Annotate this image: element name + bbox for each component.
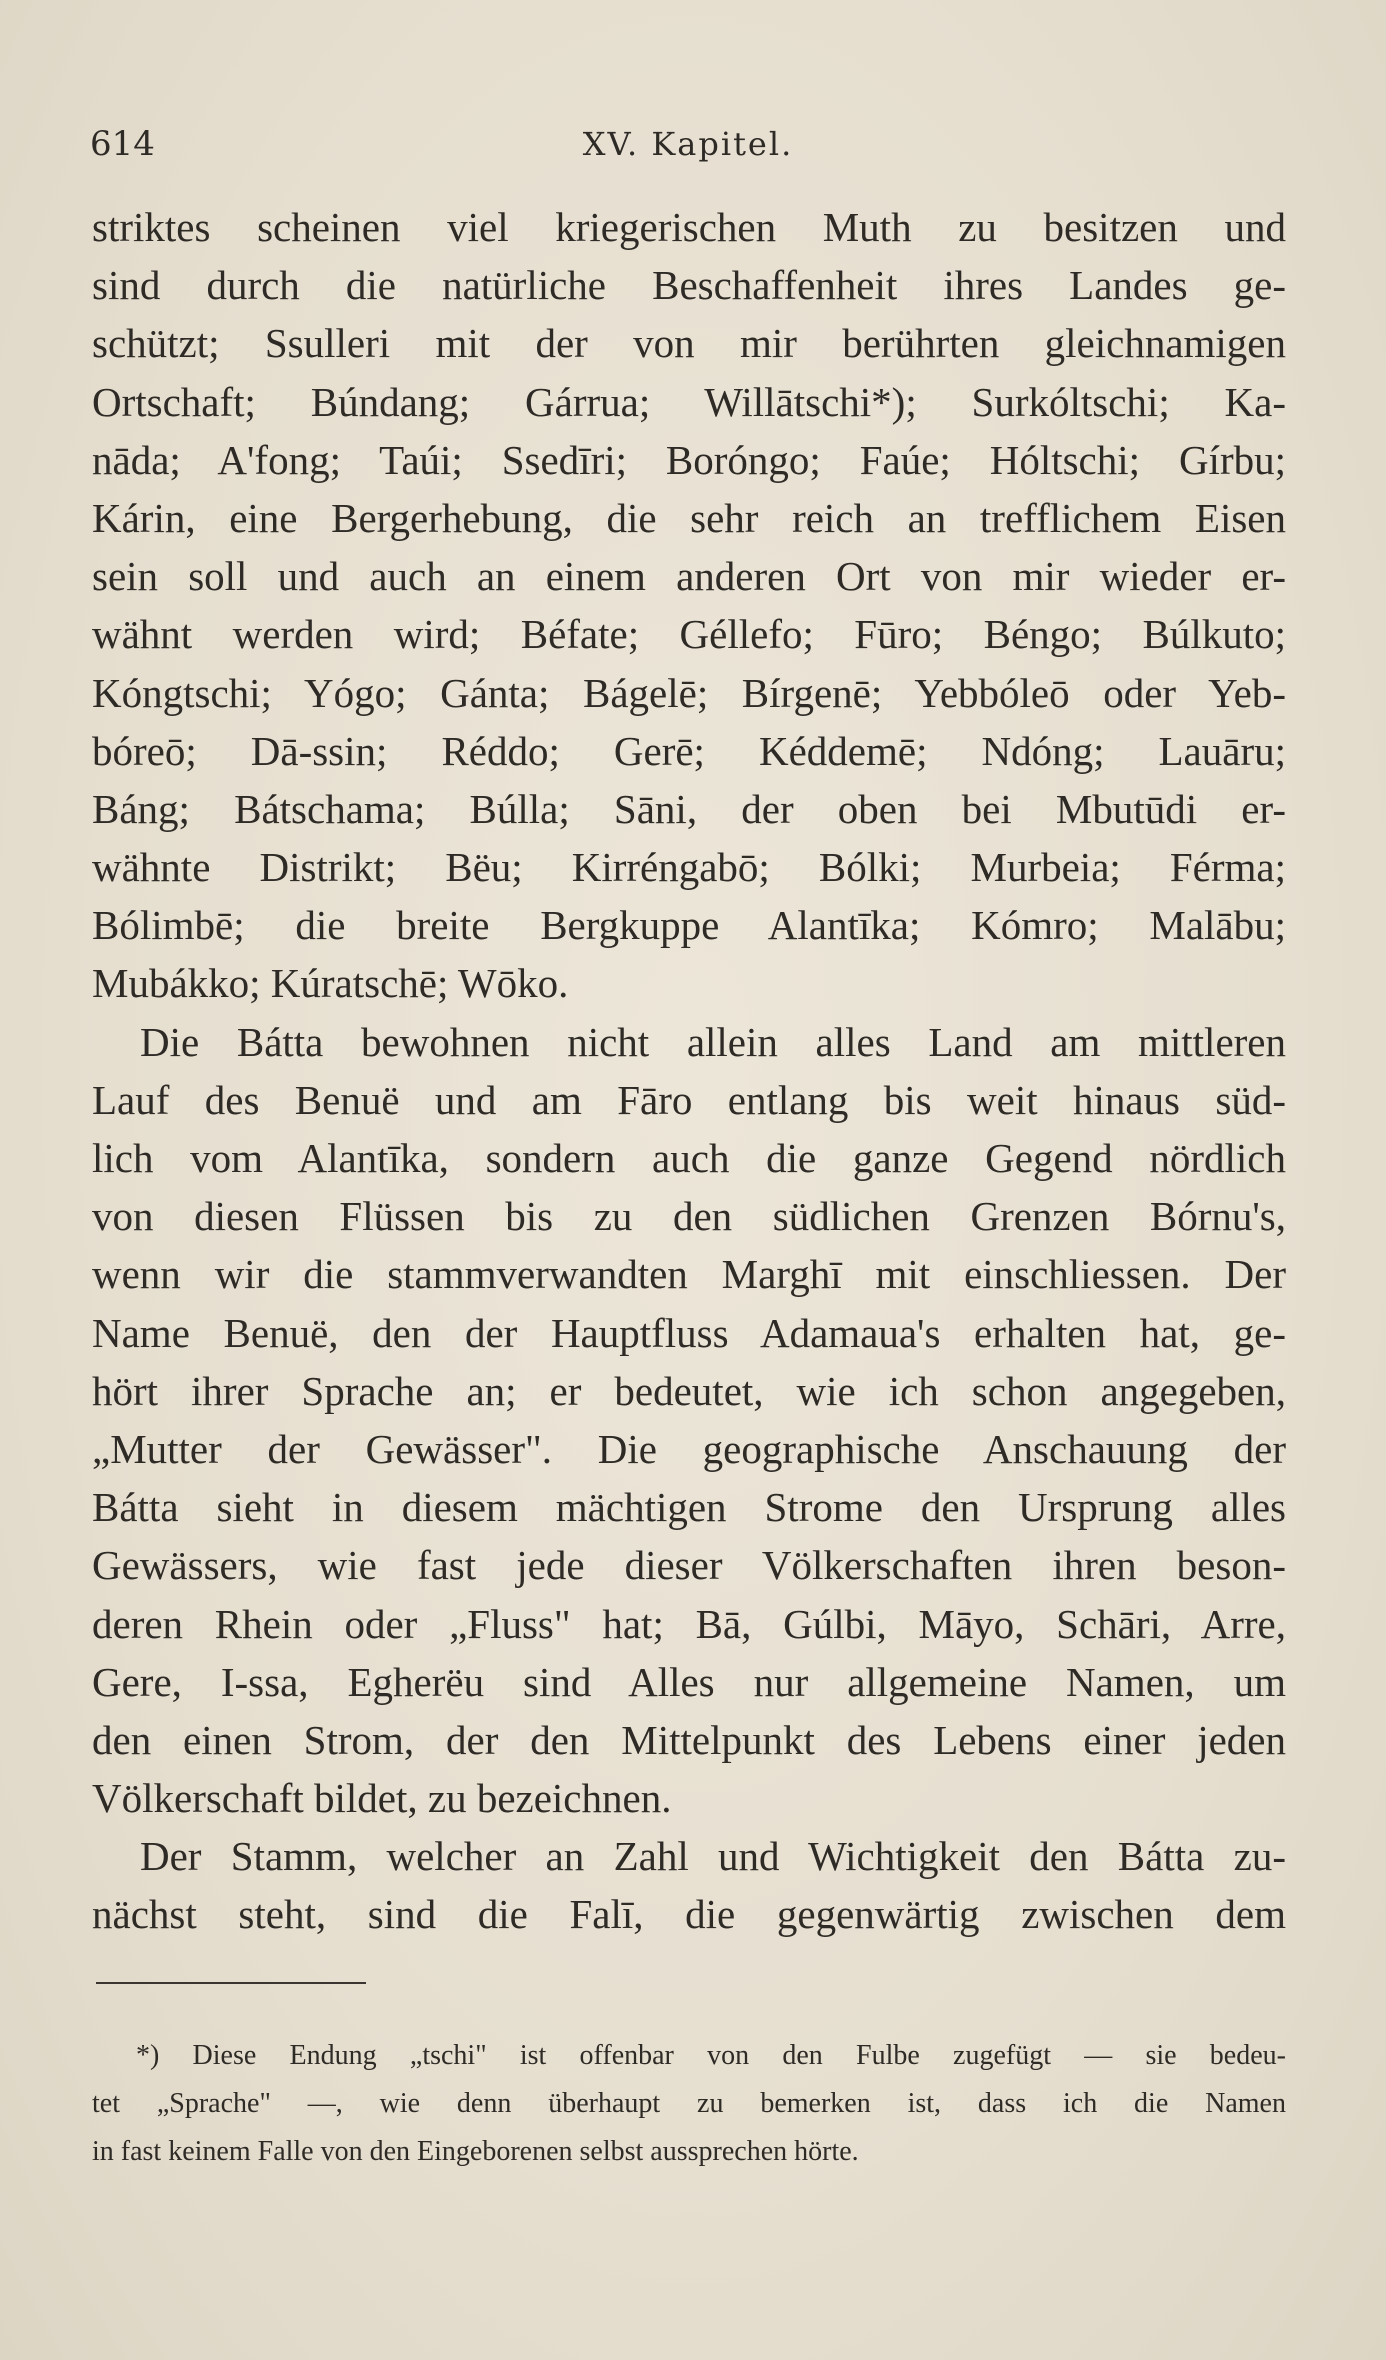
text-line: deren Rhein oder „Fluss" hat; Bā, Gúlbi, Māyo, Schāri, Arre, [92,1600,1286,1647]
text-line: Name Benuë, den der Hauptfluss Adamaua's erhalten hat, ge- [92,1309,1286,1356]
text-line: sind durch die natürliche Beschaffenheit ihres Landes ge- [92,262,1286,309]
text-line: hört ihrer Sprache an; er bedeutet, wie ich schon angegeben, [92,1367,1286,1414]
paragraph-start: Der Stamm, welcher an Zahl und Wichtigkeit den Bátta zu- [140,1833,1286,1880]
text-line: striktes scheinen viel kriegerischen Muth zu besitzen und [92,204,1286,250]
text-line: von diesen Flüssen bis zu den südlichen Grenzen Bórnu's, [92,1193,1286,1240]
text-line: Kóngtschi; Yógo; Gánta; Bágelē; Bírgenē; Yebbóleō oder Yeb- [92,669,1286,716]
text-line: Bólimbē; die breite Bergkuppe Alantīka; Kómro; Malābu; [92,902,1286,949]
text-line: Gere, I-ssa, Egherëu sind Alles nur allgemeine Namen, um [92,1658,1286,1705]
text-line: schützt; Ssulleri mit der von mir berührten gleichnamigen [92,320,1286,367]
text-line: sein soll und auch an einem anderen Ort von mir wieder er- [92,553,1286,600]
text-line: Mubákko; Kúratschē; Wōko. [92,960,569,1007]
text-line: den einen Strom, der den Mittelpunkt des Lebens einer jeden [92,1716,1286,1763]
footnote-divider [96,1982,366,1984]
footnote-line: in fast keinem Falle von den Eingeborenen selbst aussprechen hörte. [92,2136,859,2167]
text-line: Kárin, eine Bergerhebung, die sehr reich an trefflichem Eisen [92,494,1286,541]
running-head [90,118,1286,170]
text-line: wenn wir die stammverwandten Marghī mit einschliessen. Der [92,1251,1286,1298]
text-line: wähnte Distrikt; Bëu; Kirréngabō; Bólki; Murbeia; Férma; [92,844,1286,891]
page-number: 614 [90,124,155,164]
text-line: lich vom Alantīka, sondern auch die ganze Gegend nördlich [92,1135,1286,1181]
text-line: Ortschaft; Búndang; Gárrua; Willātschi*); Surkóltschi; Ka- [92,378,1286,425]
text-line: Bátta sieht in diesem mächtigen Strome den Ursprung alles [92,1484,1286,1531]
text-line: Gewässers, wie fast jede dieser Völkerschaften ihren beson- [92,1542,1286,1589]
text-line: „Mutter der Gewässer". Die geographische Anschauung der [92,1425,1286,1472]
footnote [92,2032,1286,2176]
text-line: nächst steht, sind die Falī, die gegenwärtig zwischen dem [92,1891,1286,1938]
body-text [92,198,1286,1944]
text-line: wähnt werden wird; Béfate; Géllefo; Fūro; Béngo; Búlkuto; [92,611,1286,658]
text-line: Báng; Bátschama; Búlla; Sāni, der oben bei Mbutūdi er- [92,785,1286,832]
text-line: bóreō; Dā-ssin; Réddo; Gerē; Kéddemē; Ndóng; Lauāru; [92,727,1286,774]
chapter-title: XV. Kapitel. [582,125,794,163]
text-line: nāda; A'fong; Taúi; Ssedīri; Boróngo; Faúe; Hóltschi; Gírbu; [92,436,1286,483]
footnote-line: *) Diese Endung „tschi" ist offenbar von den Fulbe zugefügt — sie bedeu- [136,2040,1286,2071]
paragraph-start: Die Bátta bewohnen nicht allein alles Land am mittleren [140,1018,1286,1065]
text-line: Lauf des Benuë und am Fāro entlang bis weit hinaus süd- [92,1076,1286,1123]
text-line: Völkerschaft bildet, zu bezeichnen. [92,1775,672,1822]
footnote-line: tet „Sprache" —, wie denn überhaupt zu bemerken ist, dass ich die Namen [92,2088,1286,2119]
